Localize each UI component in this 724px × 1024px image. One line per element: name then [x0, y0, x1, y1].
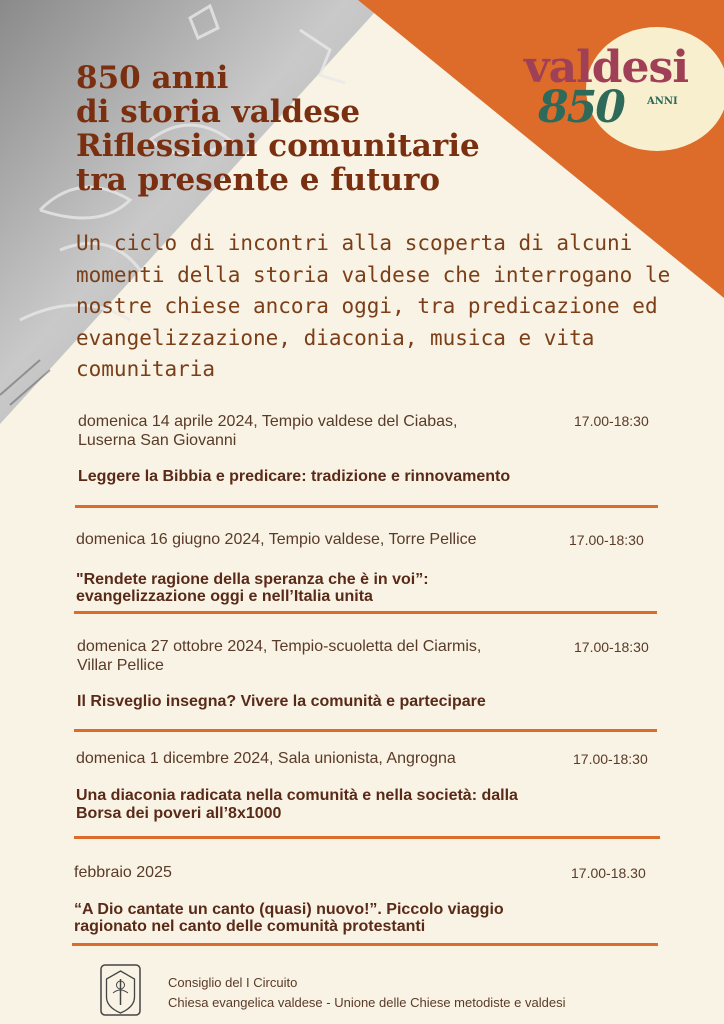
event-time: 17.00-18:30: [573, 751, 648, 767]
church-seal-icon: [99, 963, 142, 1017]
logo-number: 850: [538, 82, 624, 133]
footer-organization: Consiglio del I Circuito: [168, 975, 298, 990]
intro-line: Un ciclo di incontri alla scoperta di alcuni: [76, 231, 633, 255]
title-line: tra presente e futuro: [76, 162, 441, 198]
event-divider: [74, 836, 660, 839]
event-time: 17.00-18:30: [569, 532, 644, 548]
intro-line: nostre chiese ancora oggi, tra predicazione ed: [76, 294, 658, 318]
event-date: febbraio 2025: [74, 864, 172, 881]
footer-church: Chiesa evangelica valdese - Unione delle Chiese metodiste e valdesi: [168, 995, 566, 1010]
event-title: Borsa dei poveri all’8x1000: [76, 805, 282, 822]
title-line: Riflessioni comunitarie: [76, 128, 480, 164]
event-divider: [74, 729, 657, 732]
event-title: Il Risveglio insegna? Vivere la comunità e partecipare: [77, 693, 486, 710]
title-line: di storia valdese: [76, 94, 361, 130]
event-location: Villar Pellice: [77, 657, 164, 674]
event-date: domenica 14 aprile 2024, Tempio valdese del Ciabas,: [78, 413, 458, 430]
event-title: evangelizzazione oggi e nell’Italia unita: [76, 588, 373, 605]
event-date: domenica 1 dicembre 2024, Sala unionista, Angrogna: [76, 750, 456, 767]
logo-word: valdesi: [524, 42, 689, 93]
event-location: Luserna San Giovanni: [78, 432, 237, 449]
logo-anni: ANNI: [647, 96, 678, 107]
intro-line: momenti della storia valdese che interrogano le: [76, 262, 671, 287]
event-divider: [75, 505, 658, 508]
event-date: domenica 16 giugno 2024, Tempio valdese, Torre Pellice: [76, 531, 477, 548]
footer-text: [168, 973, 565, 1013]
event-divider: [72, 943, 658, 946]
event-title: “A Dio cantate un canto (quasi) nuovo!”. Piccolo viaggio: [74, 901, 504, 918]
event-title: ragionato nel canto delle comunità protestanti: [74, 918, 426, 935]
event-time: 17.00-18:30: [574, 413, 649, 429]
page-title: [76, 61, 480, 197]
event-date: domenica 27 ottobre 2024, Tempio-scuoletta del Ciarmis,: [77, 638, 482, 655]
event-time: 17.00-18:30: [574, 639, 649, 655]
event-title: Leggere la Bibbia e predicare: tradizione e rinnovamento: [78, 468, 511, 485]
event-divider: [74, 611, 657, 614]
event-title: Una diaconia radicata nella comunità e nella società: dalla: [76, 787, 518, 804]
intro-line: evangelizzazione, diaconia, musica e vita: [76, 325, 595, 350]
event-time: 17.00-18.30: [571, 865, 646, 881]
intro-line: comunitaria: [76, 357, 216, 381]
title-line: 850 anni: [76, 60, 229, 96]
intro-text: [76, 228, 696, 386]
event-title: "Rendete ragione della speranza che è in voi”:: [76, 571, 429, 588]
